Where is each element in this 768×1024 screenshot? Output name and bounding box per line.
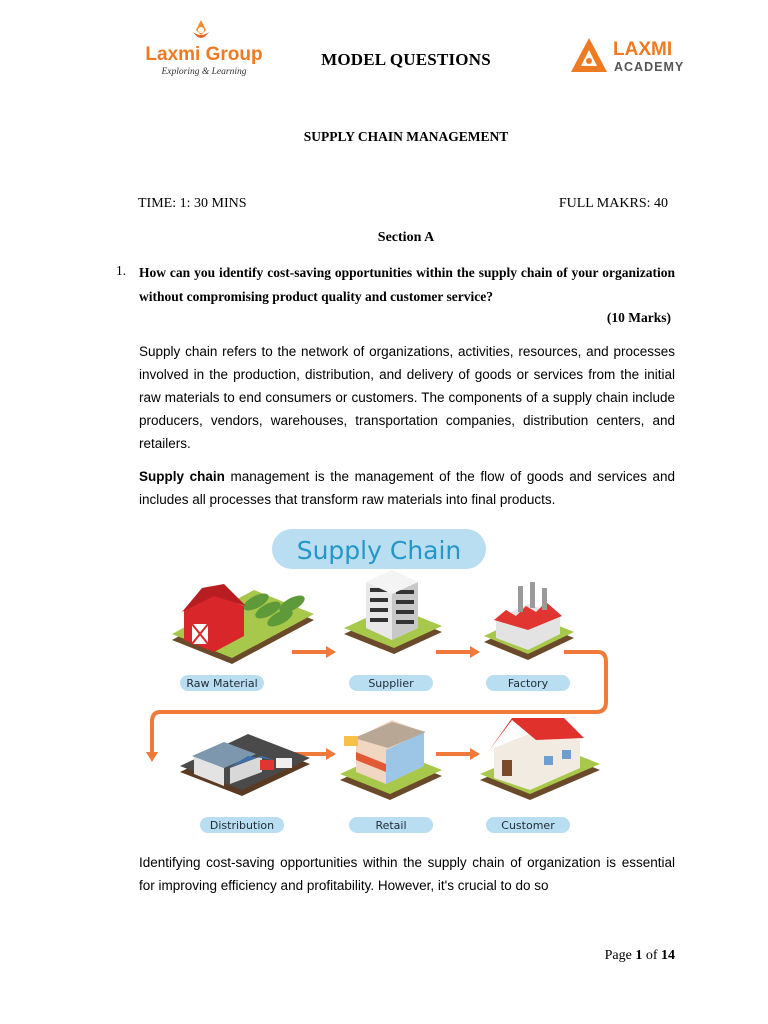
distribution-warehouse-icon	[180, 734, 310, 796]
paragraph-definition: Supply chain refers to the network of organizations, activities, resources, and processes involved in the production, distribution, and delivery of goods or services from the initial raw materials to end consumers or customers. The components of a supply chain include producers, vendors, warehouses, transportation companies, distribution centers, and retailers.	[139, 344, 675, 451]
paragraph-management-rest: management is the management of the flow of goods and services and includes all processes that transform raw materials into final products.	[139, 469, 676, 507]
page-total: 14	[661, 948, 675, 963]
stage-label: Factory	[507, 677, 549, 690]
time-label: TIME: 1: 30 MINS	[138, 196, 247, 211]
of-word: of	[645, 948, 658, 963]
paragraph-cost-saving: Identifying cost-saving opportunities within the supply chain of organization is essential for improving efficiency and profitability. However, it's crucial to do so	[139, 855, 675, 893]
document-title: SUPPLY CHAIN MANAGEMENT	[303, 129, 509, 144]
paragraph-management	[139, 465, 675, 511]
question-number: 1.	[116, 263, 127, 278]
stage-label: Raw Material	[186, 677, 258, 690]
academy-triangle-icon	[571, 38, 607, 72]
supply-chain-diagram	[144, 524, 616, 840]
page-footer	[605, 948, 675, 964]
logo-line2: ACADEMY	[614, 60, 685, 74]
page-word: Page	[604, 948, 632, 963]
header-title: MODEL QUESTIONS	[321, 50, 491, 69]
laxmi-academy-logo	[568, 36, 690, 76]
question-text: How can you identify cost-saving opportunities within the supply chain of your organization without compromising product quality and customer service?	[139, 265, 675, 304]
arrow-heads	[146, 646, 480, 762]
diagram-title: Supply Chain	[296, 536, 462, 565]
supplier-building-icon	[344, 570, 442, 654]
stage-label: Retail	[375, 819, 407, 832]
question-marks: (10 Marks)	[606, 310, 671, 325]
customer-house-icon	[480, 718, 600, 800]
factory-icon	[484, 582, 574, 660]
section-heading: Section A	[377, 230, 435, 245]
stage-label: Customer	[501, 819, 555, 832]
page-current: 1	[635, 948, 643, 963]
full-marks-label: FULL MAKRS: 40	[558, 196, 668, 211]
logo-line1: LAXMI	[613, 39, 673, 60]
logo-name: Laxmi Group	[145, 44, 263, 65]
stage-label: Distribution	[209, 819, 275, 832]
retail-store-icon	[340, 720, 442, 800]
logo-tagline: Exploring & Learning	[161, 67, 247, 77]
bold-term: Supply chain	[139, 469, 225, 484]
lotus-emblem-icon	[193, 20, 209, 38]
stage-label: Supplier	[368, 677, 414, 690]
